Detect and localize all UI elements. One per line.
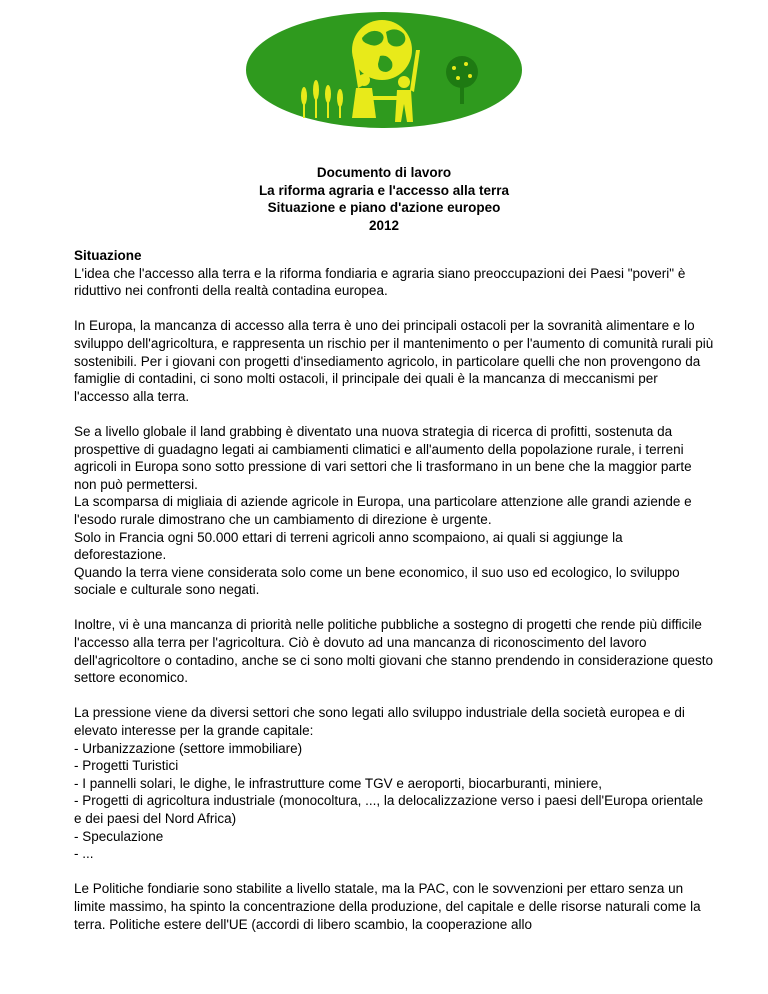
paragraph-intro: L'idea che l'accesso alla terra e la riforma fondiaria e agraria siano preoccupazioni dei Paesi "poveri" è riduttivo nei confronti della realtà contadina europea. (74, 265, 686, 299)
paragraph-2b: La scomparsa di migliaia di aziende agricole in Europa, una particolare attenzione alle grandi aziende e l'esodo rurale dimostrano che un cambiamento di direzione è urgente. (74, 494, 692, 527)
paragraph-4-intro: La pressione viene da diversi settori che sono legati allo sviluppo industriale della società europea e di elevato interesse per la grande capitale: (74, 705, 685, 739)
document-subtitle: Situazione e piano d'azione europeo (267, 200, 501, 215)
list-item: - Speculazione (74, 828, 164, 844)
paragraph-3: Inoltre, vi è una mancanza di priorità nelle politiche pubbliche a sostegno di progetti che rende più difficile l'accesso alla terra per l'agricoltura. Ciò è dovuto ad una mancanza di riconoscimento del lavoro dell'agricoltore o contadino, anche se ci sono molti giovani che stanno prendendo in considerazione questo settore economico. (74, 617, 713, 686)
list-item: - Progetti Turistici (74, 758, 179, 774)
land-access-logo-icon (244, 10, 524, 130)
paragraph-5: Le Politiche fondiarie sono stabilite a livello statale, ma la PAC, con le sovvenzioni per ettaro senza un limite massimo, ha spinto la concentrazione della produzione, del capitale e delle risorse naturali come la terra. Politiche estere dell'UE (accordi di libero scambio, la cooperazione allo (74, 881, 701, 932)
document-title: La riforma agraria e l'accesso alla terra (258, 182, 510, 198)
list-item: - ... (74, 846, 94, 862)
document-body (74, 247, 714, 933)
document-type: Documento di lavoro (316, 165, 452, 180)
paragraph-2c: Solo in Francia ogni 50.000 ettari di terreni agricoli anno scompaiono, ai quali si aggiunge la deforestazione. (74, 529, 623, 563)
list-item: - Progetti di agricoltura industriale (monocoltura, ..., la delocalizzazione verso i paesi dell'Europa orientale e dei paesi del Nord Africa) (74, 793, 704, 826)
document-title-block (0, 164, 768, 234)
section-heading: Situazione (74, 248, 142, 263)
paragraph-1: In Europa, la mancanza di accesso alla terra è uno dei principali ostacoli per la sovranità alimentare e lo sviluppo dell'agricoltura, e rappresenta un rischio per il mantenimento o per l'aumento di comunità rurali più sostenibili. Per i giovani con progetti d'insediamento agricolo, in particolare quelli che non provengono da famiglie di contadini, ci sono molti ostacoli, il principale dei quali è la mancanza di meccanismi per l'accesso alla terra. (74, 318, 714, 404)
list-item: - I pannelli solari, le dighe, le infrastrutture come TGV e aeroporti, biocarburanti, miniere, (74, 775, 603, 791)
list-item: - Urbanizzazione (settore immobiliare) (74, 740, 303, 756)
paragraph-2a: Se a livello globale il land grabbing è diventato una nuova strategia di ricerca di profitti, sostenuta da prospettive di guadagno legati ai cambiamenti climatici e all'aumento della popolazione rurale, i terreni agricoli in Europa sono sotto pressione di vari settori che li trasformano in un bene che la maggior parte non può permettersi. (74, 423, 692, 492)
paragraph-2d: Quando la terra viene considerata solo come un bene economico, il suo uso ed ecologico, lo sviluppo sociale e culturale sono negati. (74, 564, 680, 598)
document-year: 2012 (368, 217, 400, 233)
